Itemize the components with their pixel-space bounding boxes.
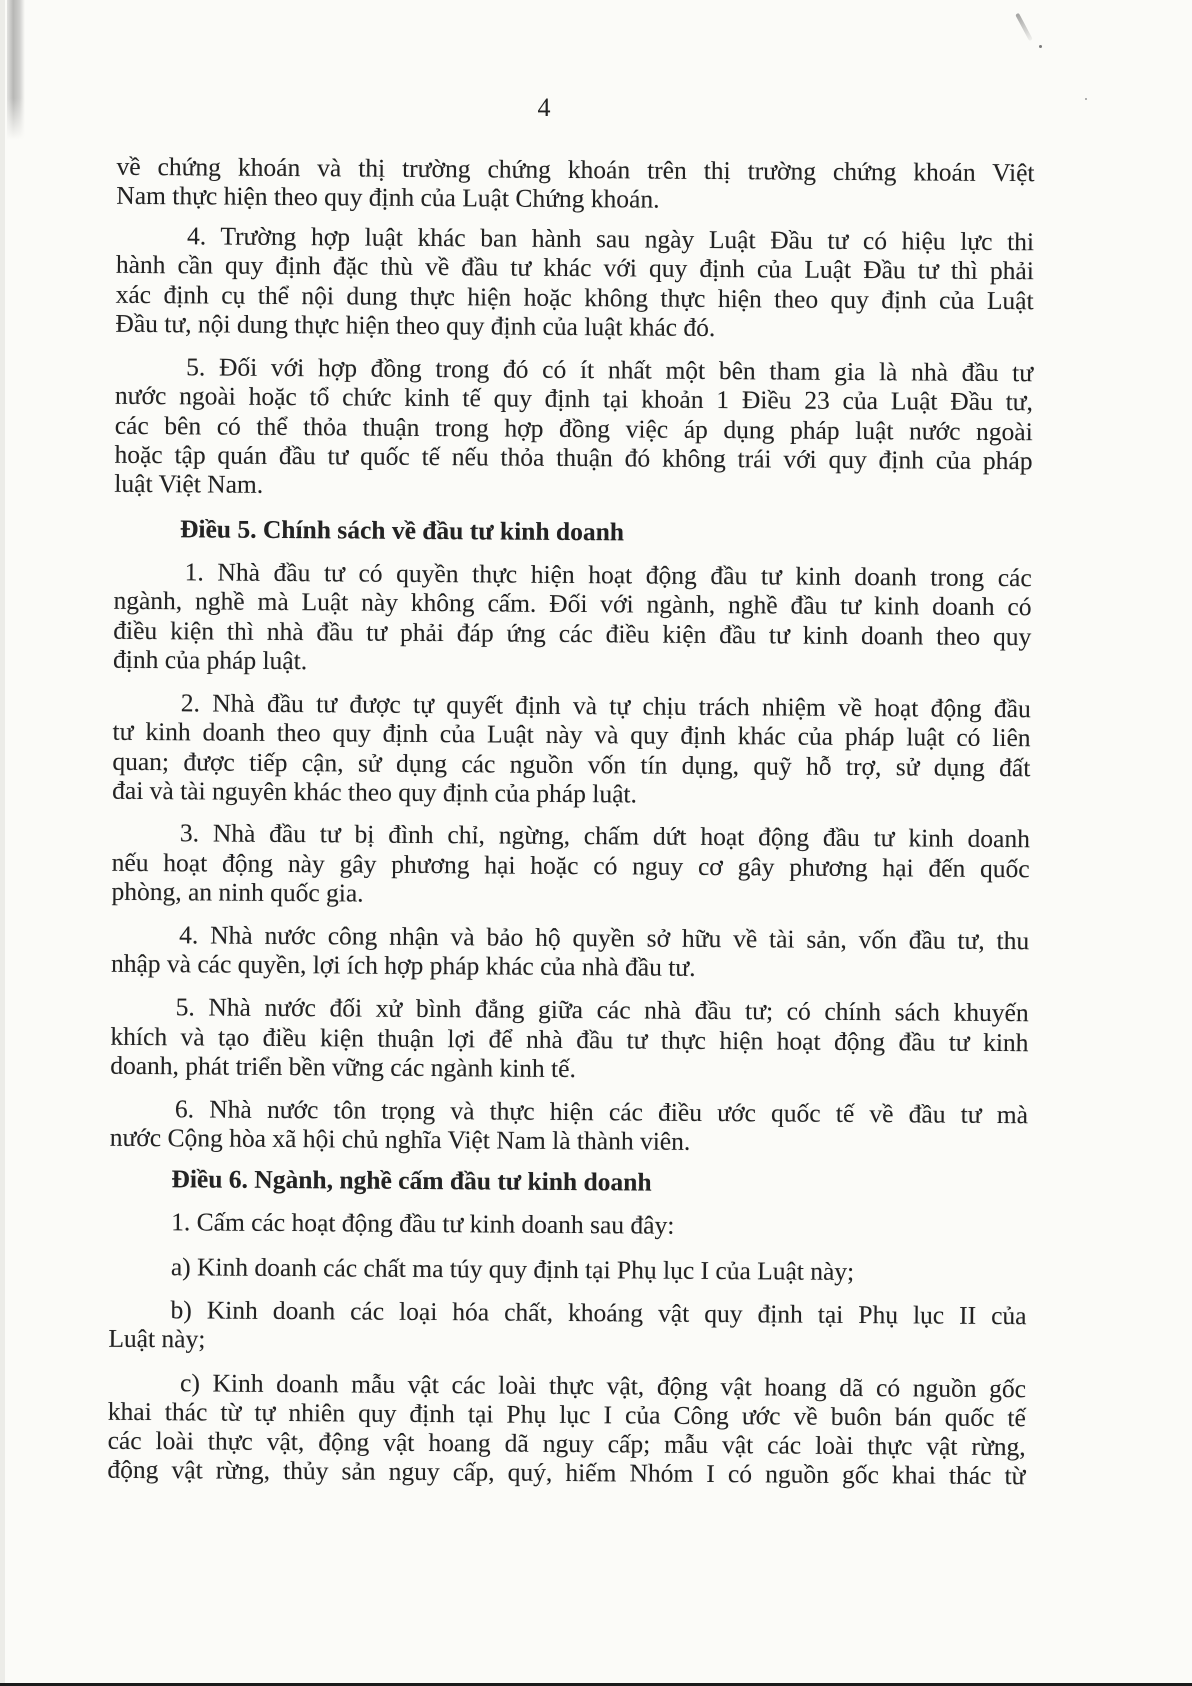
text-line: định của pháp luật. (113, 644, 308, 676)
text-line: nếu hoạt động này gây phương hại hoặc có nguy cơ gây phương hại đến quốc (111, 847, 1030, 883)
text-line: nước Cộng hòa xã hội chủ nghĩa Việt Nam là thành viên. (109, 1123, 691, 1157)
text-line: Đầu tư, nội dung thực hiện theo quy định của luật khác đó. (115, 308, 716, 342)
text-line: 4. Trường hợp luật khác ban hành sau ngày Luật Đầu tư có hiệu lực thi (186, 221, 1035, 257)
text-line: nhập và các quyền, lợi ích hợp pháp khác của nhà đầu tư. (110, 949, 696, 983)
article-heading (109, 1164, 1027, 1200)
text-line: 6. Nhà nước tôn trọng và thực hiện các điều ước quốc tế về đầu tư mà (174, 1094, 1029, 1130)
scan-edge-strip (0, 0, 5, 1686)
clause-paragraph (109, 1207, 1027, 1243)
page-number: 4 (537, 93, 551, 122)
point-paragraph (108, 1295, 1026, 1360)
clause-paragraph (111, 920, 1029, 985)
text-line: 2. Nhà đầu tư được tự quyết định và tự chịu trách nhiệm về hoạt động đầu (180, 688, 1031, 724)
text-line: về chứng khoán và thị trường chứng khoán trên thị trường chứng khoán Việt (116, 151, 1035, 188)
text-line: 1. Nhà đầu tư có quyền thực hiện hoạt động đầu tư kinh doanh trong các (184, 557, 1032, 593)
text-line: nước ngoài hoặc tổ chức kinh tế quy định tại khoản 1 Điều 23 của Luật Đầu tư, (114, 381, 1034, 417)
text-line: các bên có thể thỏa thuận trong hợp đồng việc áp dụng pháp luật nước ngoài (114, 410, 1033, 446)
scan-edge-shadow (7, 0, 25, 140)
text-line: hành cần quy định đặc thù về đầu tư khác với quy định của Luật Đầu tư thì phải (115, 250, 1034, 286)
article-6-heading: Điều 6. Ngành, nghề cấm đầu tư kinh doanh (171, 1164, 652, 1197)
text-line: các loài thực vật, động vật hoang dã nguy cấp; mẫu vật các loài thực vật rừng, (107, 1425, 1026, 1462)
text-line: xác định cụ thể nội dung thực hiện hoặc không thực hiện theo quy định của Luật (115, 279, 1034, 315)
scan-smudge (1015, 13, 1033, 41)
clause-paragraph (111, 818, 1030, 912)
clause-paragraph (113, 557, 1032, 681)
text-line: 5. Nhà nước đối xử bình đẳng giữa các nhà đầu tư; có chính sách khuyến (175, 992, 1029, 1028)
text-line: hoặc tập quán đầu tư quốc tế nếu thỏa thuận đó không trái với quy định của pháp (114, 439, 1033, 476)
text-line: đai và tài nguyên khác theo quy định của pháp luật. (112, 775, 638, 809)
point-paragraph (107, 1367, 1026, 1491)
text-line: doanh, phát triển bền vững các ngành kinh tế. (110, 1050, 576, 1084)
scan-speck (1039, 45, 1042, 48)
point-paragraph (109, 1252, 1027, 1288)
clause-paragraph (112, 688, 1031, 812)
text-line: phòng, an ninh quốc gia. (111, 876, 364, 908)
text-line: 1. Cấm các hoạt động đầu tư kinh doanh sau đây: (171, 1207, 675, 1240)
text-line: b) Kinh doanh các loại hóa chất, khoáng vật quy định tại Phụ lục II của (170, 1295, 1027, 1331)
text-line: ngành, nghề mà Luật này không cấm. Đối với ngành, nghề đầu tư kinh doanh có (113, 586, 1032, 622)
text-line: điều kiện thì nhà đầu tư phải đáp ứng các điều kiện đầu tư kinh doanh theo quy (113, 615, 1032, 651)
text-line: quan; được tiếp cận, sử dụng các nguồn vốn tín dụng, quỹ hỗ trợ, sử dụng đất (112, 746, 1031, 782)
scan-speck (1085, 98, 1087, 100)
text-line: luật Việt Nam. (114, 468, 264, 499)
text-line: động vật rừng, thủy sản nguy cấp, quý, hiếm Nhóm I có nguồn gốc khai thác từ (107, 1455, 1026, 1491)
clause-paragraph (110, 1094, 1028, 1159)
text-line: Luật này; (108, 1324, 206, 1354)
clause-continuation (116, 152, 1034, 217)
article-5-heading: Điều 5. Chính sách về đầu tư kinh doanh (179, 514, 625, 547)
clause-paragraph (110, 992, 1029, 1086)
text-line: Nam thực hiện theo quy định của Luật Chứng khoán. (116, 181, 660, 214)
clause-paragraph (115, 221, 1034, 345)
document-body (107, 152, 1034, 1491)
text-line: tư kinh doanh theo quy định của Luật này và quy định khác của pháp luật có liên (112, 717, 1031, 753)
text-line: 5. Đối với hợp đồng trong đó có ít nhất một bên tham gia là nhà đầu tư (186, 352, 1034, 388)
text-line: c) Kinh doanh mẫu vật các loài thực vật, động vật hoang dã có nguồn gốc (179, 1367, 1027, 1403)
text-line: 4. Nhà nước công nhận và bảo hộ quyền sở hữu về tài sản, vốn đầu tư, thu (179, 920, 1030, 956)
text-line: a) Kinh doanh các chất ma túy quy định tại Phụ lục I của Luật này; (170, 1252, 855, 1287)
text-line: khai thác từ tự nhiên quy định tại Phụ lục I của Công ước về buôn bán quốc tế (107, 1396, 1026, 1433)
clause-paragraph (114, 352, 1033, 505)
text-line: 3. Nhà đầu tư bị đình chỉ, ngừng, chấm dứt hoạt động đầu tư kinh doanh (179, 818, 1030, 854)
text-line: khích và tạo điều kiện thuận lợi để nhà đầu tư thực hiện hoạt động đầu tư kinh (110, 1021, 1029, 1057)
article-heading (114, 514, 1032, 550)
